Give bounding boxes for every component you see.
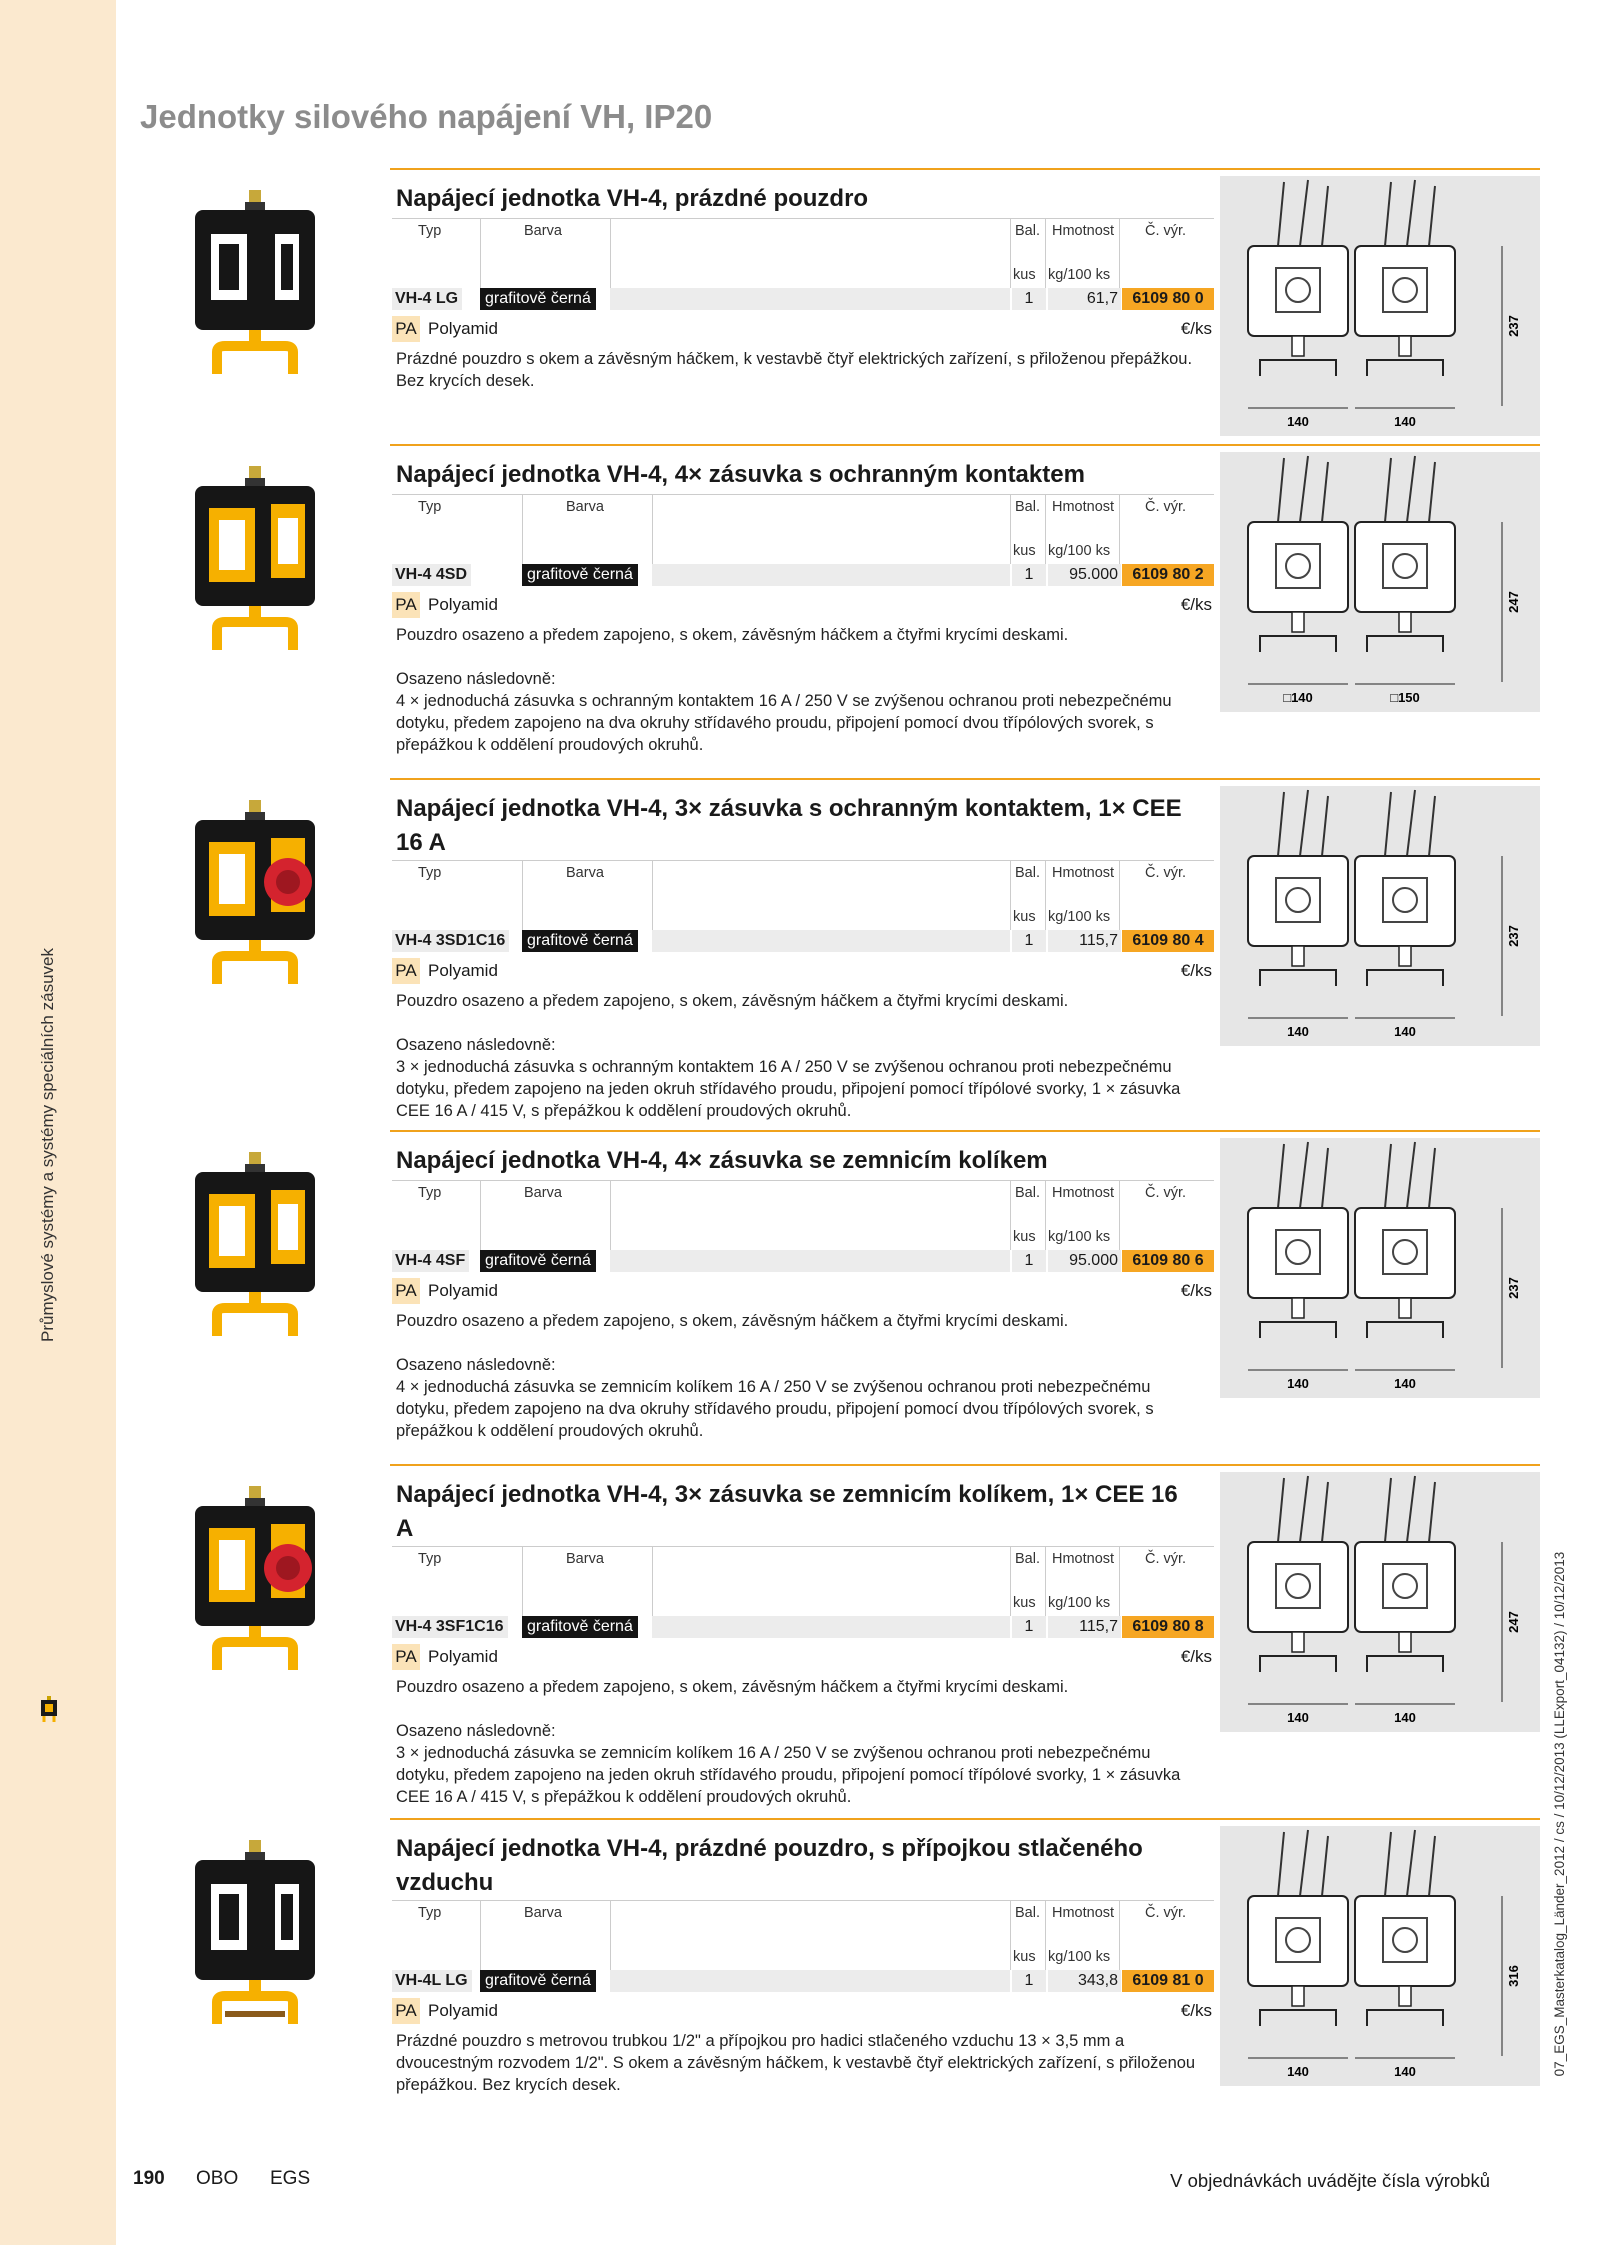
col-bal: Bal. [1015, 1551, 1040, 1567]
product-bal: 1 [1012, 1250, 1046, 1272]
dimension-width-a: 140 [1287, 1024, 1309, 1039]
equipment-description: 4 × jednoduchá zásuvka s ochranným kontaktem 16 A / 250 V se zvýšenou ochranou proti nebezpečnému dotyku, předem zapojeno na dva okruhy střídavého proudu, připojení pomocí dvou třípólových svorek, s přepážkou k oddělení proudových okruhů. [396, 692, 1172, 754]
product-code: VH-4 4SF [392, 1250, 469, 1272]
table-row [392, 1970, 1214, 1992]
dimension-width-a: 140 [1287, 1710, 1309, 1725]
price-unit: €/ks [1180, 961, 1212, 980]
col-typ: Typ [418, 223, 442, 239]
material-name: Polyamid [428, 319, 498, 338]
col-typ: Typ [418, 865, 442, 881]
product-title: Napájecí jednotka VH-4, 4× zásuvka se zemnicím kolíkem [396, 1147, 1048, 1174]
product-color: grafitově černá [522, 564, 638, 586]
price-unit: €/ks [1180, 2001, 1212, 2020]
section-rule [390, 1464, 1540, 1466]
product-title: Napájecí jednotka VH-4, prázdné pouzdro [396, 185, 869, 212]
col-unit: kg/100 ks [1048, 267, 1111, 283]
col-hmotnost: Hmotnost [1052, 1185, 1115, 1201]
col-barva: Barva [524, 223, 562, 239]
col-kus: kus [1013, 1595, 1036, 1611]
material-code: PA [392, 1278, 420, 1304]
product-description: Pouzdro osazeno a předem zapojeno, s okem, závěsným háčkem a čtyřmi krycími deskami. [396, 992, 1069, 1010]
col-bal: Bal. [1015, 865, 1040, 881]
price-unit: €/ks [1180, 1281, 1212, 1300]
equipment-label: Osazeno následovně: [396, 1036, 556, 1054]
footer-note: V objednávkách uvádějte čísla výrobků [1170, 2170, 1490, 2191]
article-number: 6109 80 8 [1122, 1616, 1214, 1638]
product-weight: 95.000 [1048, 1250, 1121, 1272]
col-unit: kg/100 ks [1048, 1595, 1111, 1611]
price-unit: €/ks [1180, 595, 1212, 614]
material-code: PA [392, 592, 420, 618]
dimension-drawing [1220, 1472, 1540, 1732]
dimension-drawing [1220, 452, 1540, 712]
material-name: Polyamid [428, 595, 498, 614]
dimension-width-a: 140 [1287, 1376, 1309, 1391]
col-barva: Barva [566, 865, 604, 881]
table-header [392, 1546, 1214, 1617]
price-unit: €/ks [1180, 319, 1212, 338]
equipment-description: 3 × jednoduchá zásuvka se zemnicím kolíkem 16 A / 250 V se zvýšenou ochranou proti nebezpečnému dotyku, předem zapojeno na jeden okruh střídavého proudu, připojení pomocí třípólové svorky, 1 × zásuvka CEE 16 A / 415 V, s přepážkou k oddělení proudových okruhů. [396, 1744, 1181, 1806]
col-hmotnost: Hmotnost [1052, 223, 1115, 239]
material-code: PA [392, 1998, 420, 2024]
col-barva: Barva [524, 1185, 562, 1201]
power-unit-icon [38, 1696, 60, 1724]
product-bal: 1 [1012, 1970, 1046, 1992]
row-fill [610, 288, 1010, 310]
dimension-height: 316 [1506, 1965, 1521, 1987]
dimension-width-b: □150 [1390, 690, 1420, 705]
material-row [392, 958, 1212, 984]
product-weight: 61,7 [1048, 288, 1121, 310]
material-row [392, 592, 1212, 618]
sidebar-title: Průmyslové systémy a systémy speciálních zásuvek [38, 948, 57, 1342]
material-name: Polyamid [428, 2001, 498, 2020]
dimension-width-b: 140 [1394, 414, 1416, 429]
row-fill [610, 1970, 1010, 1992]
footer-division: EGS [270, 2168, 311, 2189]
material-name: Polyamid [428, 961, 498, 980]
table-header [392, 860, 1214, 931]
product-weight: 95.000 [1048, 564, 1121, 586]
product-color: grafitově černá [480, 288, 596, 310]
table-row [392, 930, 1214, 952]
col-unit: kg/100 ks [1048, 543, 1111, 559]
material-name: Polyamid [428, 1647, 498, 1666]
material-code: PA [392, 1644, 420, 1670]
col-hmotnost: Hmotnost [1052, 499, 1115, 515]
article-number: 6109 80 4 [1122, 930, 1214, 952]
product-weight: 343,8 [1048, 1970, 1121, 1992]
col-hmotnost: Hmotnost [1052, 865, 1115, 881]
material-code: PA [392, 316, 420, 342]
col-cvyr: Č. výr. [1145, 865, 1187, 881]
col-kus: kus [1013, 1949, 1036, 1965]
product-photo [175, 798, 335, 988]
material-name: Polyamid [428, 1281, 498, 1300]
col-kus: kus [1013, 1229, 1036, 1245]
dimension-width-a: 140 [1287, 414, 1309, 429]
product-description: Pouzdro osazeno a předem zapojeno, s okem, závěsným háčkem a čtyřmi krycími deskami. [396, 626, 1069, 644]
col-unit: kg/100 ks [1048, 1949, 1111, 1965]
col-typ: Typ [418, 1905, 442, 1921]
col-cvyr: Č. výr. [1145, 1185, 1187, 1201]
product-code: VH-4 4SD [392, 564, 471, 586]
dimension-width-a: 140 [1287, 2064, 1309, 2079]
section-rule [390, 444, 1540, 446]
col-bal: Bal. [1015, 223, 1040, 239]
dimension-height: 247 [1506, 1611, 1521, 1633]
table-header [392, 494, 1214, 565]
dimension-width-b: 140 [1394, 1376, 1416, 1391]
material-row [392, 316, 1212, 342]
col-bal: Bal. [1015, 1905, 1040, 1921]
product-title: Napájecí jednotka VH-4, 4× zásuvka s ochranným kontaktem [396, 461, 1085, 488]
product-description: Prázdné pouzdro s metrovou trubkou 1/2" a přípojkou pro hadici stlačeného vzduchu 13 × 3,5 mm a dvoucestným rozvodem 1/2". S okem a závěsným háčkem, k vestavbě čtyř elektrických zařízení, s přiloženou přepážkou. Bez krycích desek. [396, 2032, 1196, 2094]
row-fill [652, 564, 1010, 586]
col-cvyr: Č. výr. [1145, 1905, 1187, 1921]
equipment-description: 3 × jednoduchá zásuvka s ochranným kontaktem 16 A / 250 V se zvýšenou ochranou proti nebezpečnému dotyku, předem zapojeno na jeden okruh střídavého proudu, připojení pomocí třípólové svorky, 1 × zásuvka CEE 16 A / 415 V, s přepážkou k oddělení proudových okruhů. [396, 1058, 1181, 1120]
material-row [392, 1998, 1212, 2024]
col-barva: Barva [566, 1551, 604, 1567]
product-photo [175, 1150, 335, 1340]
section-rule [390, 778, 1540, 780]
equipment-description: 4 × jednoduchá zásuvka se zemnicím kolíkem 16 A / 250 V se zvýšenou ochranou proti nebezpečnému dotyku, předem zapojeno na dva okruhy střídavého proudu, připojení pomocí dvou třípólových svorek, s přepážkou k oddělení proudových okruhů. [396, 1378, 1154, 1440]
product-weight: 115,7 [1048, 930, 1121, 952]
section-rule [390, 1818, 1540, 1820]
dimension-drawing [1220, 176, 1540, 436]
product-color: grafitově černá [480, 1250, 596, 1272]
col-kus: kus [1013, 543, 1036, 559]
table-header [392, 218, 1214, 289]
col-typ: Typ [418, 1185, 442, 1201]
article-number: 6109 80 2 [1122, 564, 1214, 586]
col-hmotnost: Hmotnost [1052, 1551, 1115, 1567]
catalog-meta: 07_EGS_Masterkatalog_Länder_2012 / cs / 10/12/2013 (LLExport_04132) / 10/12/2013 [1552, 1551, 1567, 2077]
product-code: VH-4L LG [392, 1970, 472, 1992]
col-cvyr: Č. výr. [1145, 223, 1187, 239]
row-fill [652, 1616, 1010, 1638]
page-title: Jednotky silového napájení VH, IP20 [140, 98, 713, 135]
page-number: 190 [133, 2168, 165, 2189]
col-barva: Barva [566, 499, 604, 515]
product-title: Napájecí jednotka VH-4, 3× zásuvka s ochranným kontaktem, 1× CEE 16 A [396, 795, 1182, 856]
product-photo [175, 1484, 335, 1674]
sidebar [0, 0, 116, 2245]
equipment-label: Osazeno následovně: [396, 1356, 556, 1374]
table-row [392, 1616, 1214, 1638]
col-kus: kus [1013, 267, 1036, 283]
product-code: VH-4 3SF1C16 [392, 1616, 508, 1638]
col-hmotnost: Hmotnost [1052, 1905, 1115, 1921]
col-typ: Typ [418, 1551, 442, 1567]
dimension-height: 237 [1506, 315, 1521, 337]
dimension-height: 247 [1506, 591, 1521, 613]
price-unit: €/ks [1180, 1647, 1212, 1666]
product-color: grafitově černá [480, 1970, 596, 1992]
product-bal: 1 [1012, 288, 1046, 310]
table-row [392, 564, 1214, 586]
section-rule [390, 168, 1540, 170]
table-row [392, 288, 1214, 310]
product-description: Pouzdro osazeno a předem zapojeno, s okem, závěsným háčkem a čtyřmi krycími deskami. [396, 1678, 1069, 1696]
dimension-width-a: □140 [1283, 690, 1313, 705]
article-number: 6109 80 6 [1122, 1250, 1214, 1272]
col-cvyr: Č. výr. [1145, 1551, 1187, 1567]
material-row [392, 1644, 1212, 1670]
product-bal: 1 [1012, 564, 1046, 586]
col-typ: Typ [418, 499, 442, 515]
table-header [392, 1180, 1214, 1251]
product-code: VH-4 3SD1C16 [392, 930, 509, 952]
col-kus: kus [1013, 909, 1036, 925]
material-row [392, 1278, 1212, 1304]
product-title: Napájecí jednotka VH-4, prázdné pouzdro, s přípojkou stlačeného vzduchu [396, 1835, 1143, 1896]
col-bal: Bal. [1015, 499, 1040, 515]
section-rule [390, 1130, 1540, 1132]
dimension-width-b: 140 [1394, 1024, 1416, 1039]
equipment-label: Osazeno následovně: [396, 670, 556, 688]
col-bal: Bal. [1015, 1185, 1040, 1201]
product-title: Napájecí jednotka VH-4, 3× zásuvka se zemnicím kolíkem, 1× CEE 16 A [396, 1481, 1178, 1542]
article-number: 6109 80 0 [1122, 288, 1214, 310]
footer-brand: OBO [196, 2168, 239, 2189]
material-code: PA [392, 958, 420, 984]
dimension-height: 237 [1506, 1277, 1521, 1299]
dimension-drawing [1220, 1826, 1540, 2086]
row-fill [652, 930, 1010, 952]
col-unit: kg/100 ks [1048, 909, 1111, 925]
product-description: Pouzdro osazeno a předem zapojeno, s okem, závěsným háčkem a čtyřmi krycími deskami. [396, 1312, 1069, 1330]
product-code: VH-4 LG [392, 288, 462, 310]
product-photo [175, 1838, 335, 2028]
product-description: Prázdné pouzdro s okem a závěsným háčkem, k vestavbě čtyř elektrických zařízení, s přiloženou přepážkou. Bez krycích desek. [396, 350, 1193, 390]
product-color: grafitově černá [522, 930, 638, 952]
product-bal: 1 [1012, 1616, 1046, 1638]
col-cvyr: Č. výr. [1145, 499, 1187, 515]
equipment-label: Osazeno následovně: [396, 1722, 556, 1740]
row-fill [610, 1250, 1010, 1272]
dimension-drawing [1220, 1138, 1540, 1398]
dimension-width-b: 140 [1394, 2064, 1416, 2079]
dimension-drawing [1220, 786, 1540, 1046]
table-row [392, 1250, 1214, 1272]
table-header [392, 1900, 1214, 1971]
product-photo [175, 188, 335, 378]
dimension-height: 237 [1506, 925, 1521, 947]
product-photo [175, 464, 335, 654]
product-weight: 115,7 [1048, 1616, 1121, 1638]
product-color: grafitově černá [522, 1616, 638, 1638]
dimension-width-b: 140 [1394, 1710, 1416, 1725]
product-bal: 1 [1012, 930, 1046, 952]
col-barva: Barva [524, 1905, 562, 1921]
article-number: 6109 81 0 [1122, 1970, 1214, 1992]
col-unit: kg/100 ks [1048, 1229, 1111, 1245]
